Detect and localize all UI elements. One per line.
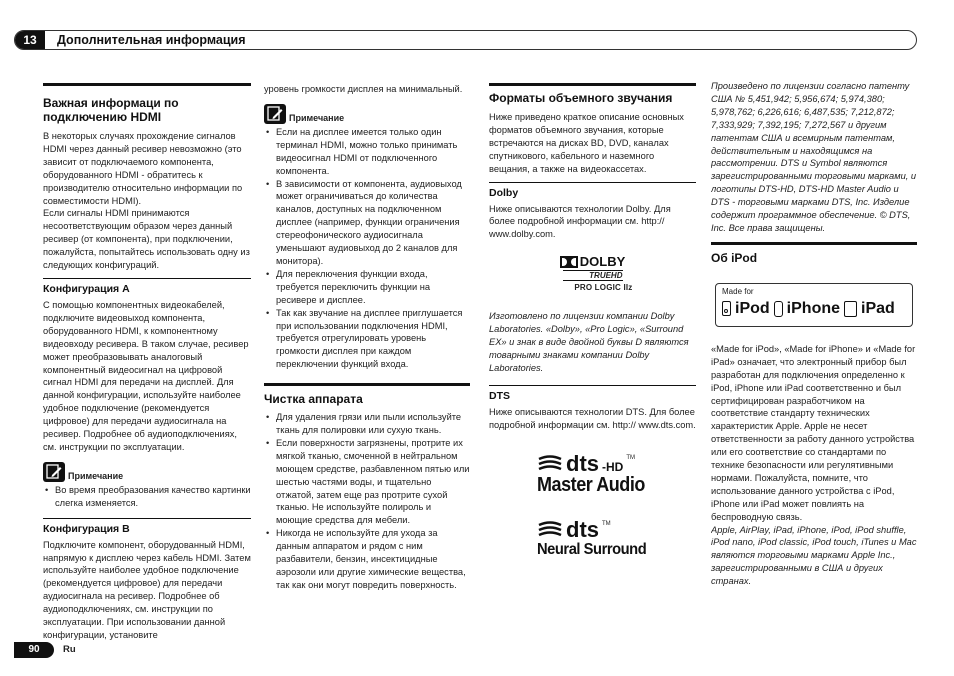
ipod-title: Об iPod xyxy=(711,250,758,265)
cleaning-title: Чистка аппарата xyxy=(264,392,363,407)
dts-hd-suffix: -HD xyxy=(602,459,624,474)
note-item: • Так как звучание на дисплее приглушается при использовании подключения HDMI, требуется отрегулировать уровень громкости дисплея при каждом переключении функций входа. xyxy=(264,307,470,372)
column-3 xyxy=(489,80,696,640)
iphone-label: iPhone xyxy=(786,299,841,317)
column-2 xyxy=(264,80,470,620)
dts-legal: Произведено по лицензии согласно патенту США № 5,451,942; 5,956,674; 5,974,380; 5,978,762; 6,226,616; 6,487,535; 7,212,872; 7,333,929; 7,392,195; 7,272,567 и другим патентам США и всемирным патентам, действительным и находящимся на рассмотрении. DTS и Symbol являются зарегистрированными торговыми марками, и логотипы DTS-HD, DTS-HD Master Audio и DTS - торговыми марками DTS, Inc. Изделие содержит программное обеспечение. © DTS, Inc. Все права защищены. xyxy=(711,81,917,233)
dolby-legal: Изготовлено по лицензии компании Dolby Laboratories. «Dolby», «Pro Logic», «Surround EX» и знак в виде двойной буквы D являются товарными знаками компании Dolby Laboratories. xyxy=(489,311,689,373)
cleaning-item: • Если поверхности загрязнены, протрите их мягкой тканью, смоченной в нейтральном моющем средстве, разбавленном пятью или шестью частями воды, и тщательно отжатой, затем еще раз протрите сухой тканью. Не используйте полироль и моющие средства для мебели. xyxy=(264,437,470,527)
master-audio-label: Master Audio xyxy=(537,473,645,496)
surround-title: Форматы объемного звучания xyxy=(489,91,673,105)
dts-tm: TM xyxy=(626,454,635,461)
section-title: Дополнительная информация xyxy=(57,33,246,47)
section-header xyxy=(14,30,917,50)
neural-surround-label: Neural Surround xyxy=(537,540,647,558)
note-header xyxy=(43,462,251,482)
made-for-label: Made for xyxy=(722,286,754,296)
config-b-title: Конфигурация B xyxy=(43,522,130,535)
dts-swirl-icon xyxy=(537,454,563,474)
ipod-device-icon xyxy=(722,301,731,316)
dts-text: Ниже описываются технологии DTS. Для более подробной информации см. http:// www.dts.com. xyxy=(489,406,696,430)
section-number: 13 xyxy=(15,31,45,49)
ipod-legal: Apple, AirPlay, iPad, iPhone, iPod, iPod shuffle, iPod nano, iPod classic, iPod touch, iTunes и Mac являются торговыми марками Apple Inc., зарегистрированными в США и других странах. xyxy=(711,524,917,587)
surround-intro: Ниже приведено краткое описание основных форматов объемного звучания, которые встречаются на дисках BD, DVD, каналах спутникового, кабельного и наземного вещания, а также на видеокассетах. xyxy=(489,112,684,174)
dolby-title: Dolby xyxy=(489,186,519,199)
ipad-device-icon xyxy=(844,301,857,317)
cleaning-item: • Никогда не используйте для ухода за данным аппаратом и рядом с ним разбавители, бензин, инсектицидные аэрозоли или другие химические вещества, так как они могут повредить поверхность. xyxy=(264,527,470,592)
note-item: • Если на дисплее имеется только один терминал HDMI, можно только принимать видеосигнал HDMI от подключенного компонента. xyxy=(264,126,470,178)
note-pencil-icon xyxy=(43,462,65,482)
note-list xyxy=(43,484,251,510)
note-item: • В зависимости от компонента, аудиовыход может ограничиваться до количества каналов, доступных на подключенном дисплее (например, функции ограничения стереофонического аудиосигнала уменьшают аудиовыход до 2 каналов для монитора). xyxy=(264,178,470,268)
column-1 xyxy=(43,80,251,645)
note-list xyxy=(264,126,470,371)
note-label: Примечание xyxy=(289,112,345,123)
ipod-label: iPod xyxy=(735,299,770,317)
ipod-text: «Made for iPod», «Made for iPhone» и «Made for iPad» означает, что электронный прибор был разработан для подключения определенно к iPod, iPhone или iPad соответственно и был сертифицирован разработчиком на соответствие стандарту технических характеристик Apple. Apple не несет ответственности за работу данного устройства или его соответствие со стандартами по технике безопасности или регулятивными нормами. Пожалуйста, помните, что использование данного устройства с iPod, iPhone или iPad может повлиять на беспроводную связь. xyxy=(711,343,916,522)
hdmi-intro-2: Если сигналы HDMI принимаются несоответствующим образом через данный ресивер (от компонента), при подключении, пожалуйста, попытайтесь использовать одну из следующих конфигураций. xyxy=(43,208,250,271)
hdmi-title: Важная информаци по подключению HDMI xyxy=(43,96,179,124)
dolby-logo xyxy=(489,255,696,292)
dts-neural-logo xyxy=(537,516,657,560)
page-number: 90 xyxy=(14,642,54,658)
dolby-prologic: PRO LOGIC IIz xyxy=(574,283,633,293)
dts-brand: dts xyxy=(566,450,599,476)
dts-title: DTS xyxy=(489,389,510,402)
hdmi-intro-1: В некоторых случаях прохождение сигналов HDMI через данный ресивер невозможно (это зависит от подключаемого компонента, оборудованного HDMI - обратитесь к производителю относительно информации по совместимости HDMI). xyxy=(43,131,243,206)
dolby-dd-icon xyxy=(560,256,578,268)
language-code: Ru xyxy=(63,644,76,655)
cleaning-list xyxy=(264,411,470,592)
iphone-device-icon xyxy=(774,301,783,317)
note-label: Примечание xyxy=(68,470,124,481)
made-for-ipod-logo xyxy=(715,283,913,327)
dts-swirl-icon xyxy=(537,520,563,540)
dolby-brand: DOLBY xyxy=(579,254,626,270)
note-item: • Для переключения функции входа, требуется переключить функции на ресивере и дисплее. xyxy=(264,268,470,307)
note-header xyxy=(264,104,470,124)
note-item: • Во время преобразования качество картинки слегка изменяется. xyxy=(43,484,251,510)
dts-hd-logo xyxy=(537,450,657,496)
cleaning-item: • Для удаления грязи или пыли используйте ткань для полировки или сухую ткань. xyxy=(264,411,470,437)
config-a-title: Конфигурация A xyxy=(43,282,130,295)
dts-brand: dts xyxy=(566,516,599,542)
column-4 xyxy=(711,80,917,640)
ipad-label: iPad xyxy=(861,299,895,317)
dts-tm: TM xyxy=(602,520,611,527)
config-b-continued: уровень громкости дисплея на минимальный. xyxy=(264,84,463,94)
config-a-text: С помощью компонентных видеокабелей, подключите видеовыход компонента, оборудованного HDMI, к компонентному видеовходу ресивера. В таком случае, ресивер может преобразовывать аналоговый компонентный видеосигнал на цифровой сигнал HDMI для передачи на дисплей. Для данной конфигурации, используйте наиболее удобное подключение (рекомендуется цифровое) для передачи аудиосигнала на ресивер. Подробнее об аудиоподключениях, см. инструкции по эксплуатации. xyxy=(43,299,249,452)
config-b-text: Подключите компонент, оборудованный HDMI, напрямую к дисплею через кабель HDMI. Затем используйте наиболее удобное подключение (рекомендуется цифровое) для передачи аудиосигнала на ресивер. Подробнее об аудиоподключениях, см. инструкции по эксплуатации. При использовании данной конфигурации, установите xyxy=(43,539,251,640)
note-pencil-icon xyxy=(264,104,286,124)
dolby-text: Ниже описываются технологии Dolby. Для более подробной информации см. http:// www.dolby.com. xyxy=(489,203,671,240)
dolby-truehd: TRUEHD xyxy=(563,270,623,281)
